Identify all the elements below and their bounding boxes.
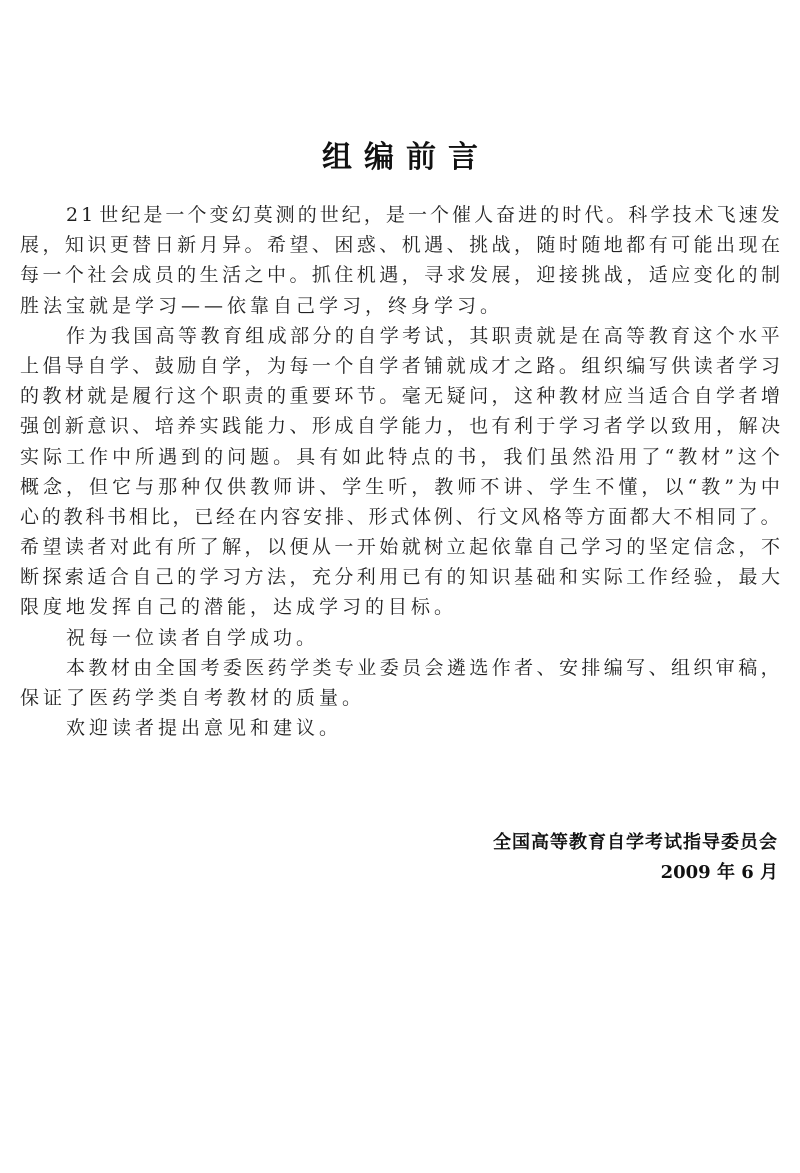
paragraph-4 [20,653,780,713]
text-line: 作 为 我 国 高 等 教 育 组 成 部 分 的 自 学 考 试 ， 其 职 责 就 是 在 高 等 教 育 这 个 水 平 [66,324,780,347]
text-line: 希 望 读 者 对 此 有 所 了 解 ， 以 便 从 一 开 始 就 树 立 起 依 靠 自 己 学 习 的 坚 定 信 念 ， 不 [20,536,780,559]
paragraph-2 [20,321,780,623]
signature-organization: 全国高等教育自学考试指导委员会 [493,832,778,853]
text-line: 本 教 材 由 全 国 考 委 医 药 学 类 专 业 委 员 会 遴 选 作 者 、 安 排 编 写 、 组 织 审 稿 ， [66,656,780,679]
text-line: 断 探 索 适 合 自 己 的 学 习 方 法 ， 充 分 利 用 已 有 的 知 识 基 础 和 实 际 工 作 经 验 ， 最 大 [20,566,780,589]
text-line: 胜法宝就是学习——依靠自己学习，终身学习。 [20,294,504,317]
paragraph-5 [20,713,780,743]
text-line: 限度地发挥自己的潜能，达成学习的目标。 [20,596,458,619]
signature-block [493,828,778,888]
text-line: 强 创 新 意 识 、 培 养 实 践 能 力 、 形 成 自 学 能 力 ， 也 有 利 于 学 习 者 学 以 致 用 ， 解 决 [20,415,780,438]
text-line: 实 际 工 作 中 所 遇 到 的 问 题 。 具 有 如 此 特 点 的 书 ， 我 们 虽 然 沿 用 了 “ 教 材 ” 这 个 [20,445,780,468]
preface-body [20,200,780,743]
page-title: 组编前言 [322,140,490,176]
text-line: 保证了医药学类自考教材的质量。 [20,687,366,709]
signature-date: 2009 年 6 月 [660,862,778,883]
text-line: 概 念 ， 但 它 与 那 种 仅 供 教 师 讲 、 学 生 听 ， 教 师 不 讲 、 学 生 不 懂 ， 以 “ 教 ” 为 中 [20,475,780,498]
text-line: 的 教 材 就 是 履 行 这 个 职 责 的 重 要 环 节 。 毫 无 疑 问 ， 这 种 教 材 应 当 适 合 自 学 者 增 [20,385,780,408]
text-line: 欢迎读者提出意见和建议。 [66,717,343,740]
text-line: 心 的 教 科 书 相 比 ， 已 经 在 内 容 安 排 、 形 式 体 例 、 行 文 风 格 等 方 面 都 大 不 相 同 了 。 [20,505,780,528]
text-line: 祝每一位读者自学成功。 [66,626,320,649]
paragraph-3 [20,623,780,653]
text-line: 上 倡 导 自 学 、 鼓 励 自 学 ， 为 每 一 个 自 学 者 铺 就 成 才 之 路 。 组 织 编 写 供 读 者 学 习 [20,354,780,377]
text-line: 展 ， 知 识 更 替 日 新 月 异 。 希 望 、 困 惑 、 机 遇 、 挑 战 ， 随 时 随 地 都 有 可 能 出 现 在 [20,234,780,257]
text-line: 2 1 世 纪 是 一 个 变 幻 莫 测 的 世 纪 ， 是 一 个 催 人 奋 进 的 时 代 。 科 学 技 术 飞 速 发 [66,204,780,226]
paragraph-1 [20,200,780,321]
text-line: 每 一 个 社 会 成 员 的 生 活 之 中 。 抓 住 机 遇 ， 寻 求 发 展 ， 迎 接 挑 战 ， 适 应 变 化 的 制 [20,264,780,287]
